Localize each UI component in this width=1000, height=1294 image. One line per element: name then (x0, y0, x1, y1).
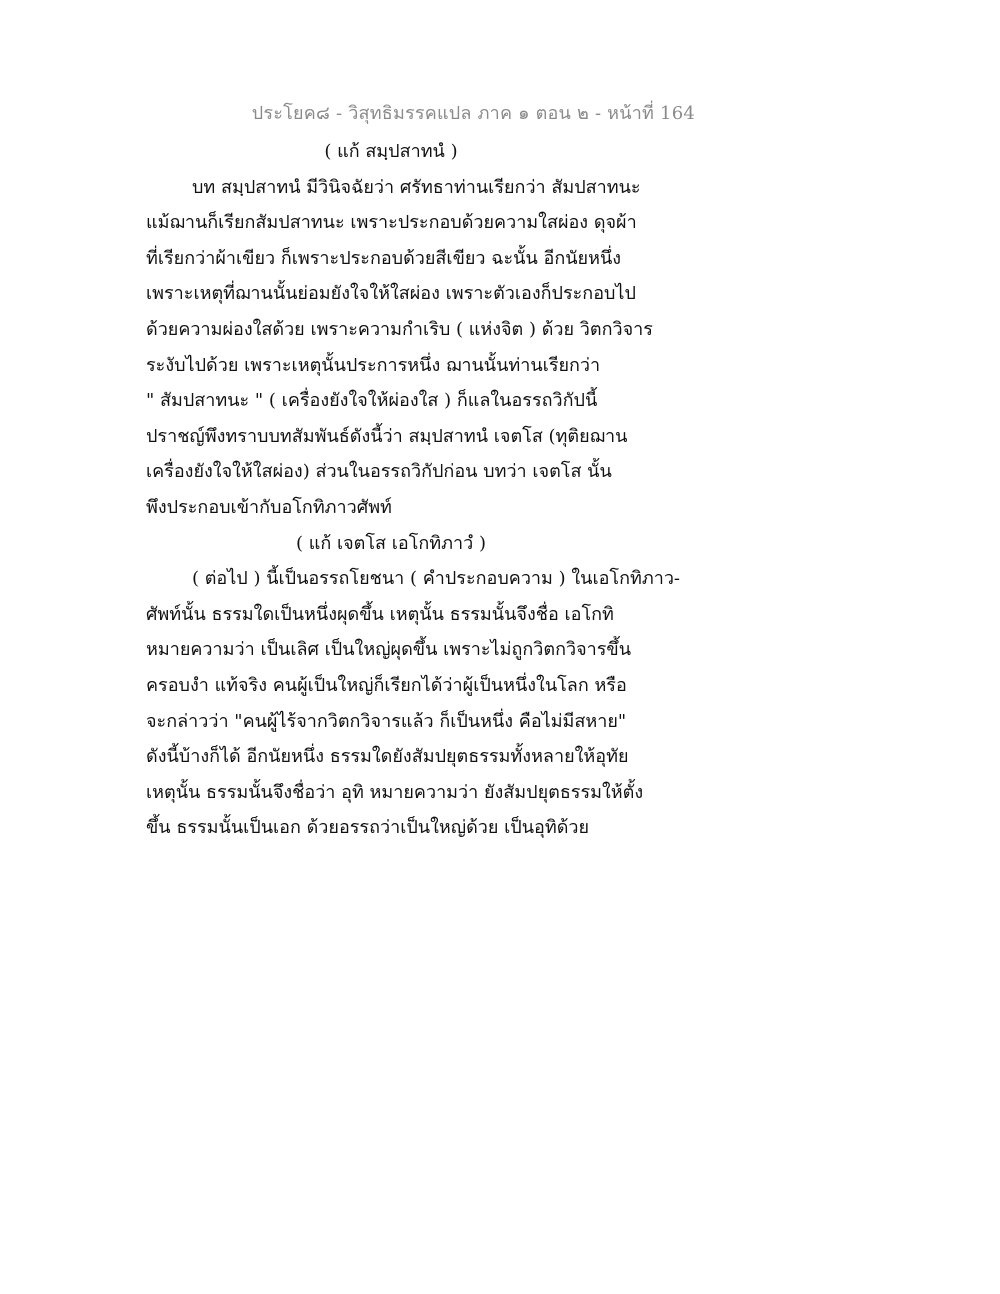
text-line: ระงับไปด้วย เพราะเหตุนั้นประการหนึ่ง ฌานนั้นท่านเรียกว่า (146, 354, 601, 376)
text-line: เครื่องยังใจให้ใสผ่อง) ส่วนในอรรถวิกัปก่อน บทว่า เจตโส นั้น (146, 461, 612, 483)
text-line: ครอบงำ แท้จริง คนผู้เป็นใหญ่ก็เรียกได้ว่าผู้เป็นหนึ่งในโลก หรือ (146, 674, 627, 696)
text-line: บท สมฺปสาทนํ มีวินิจฉัยว่า ศรัทธาท่านเรียกว่า สัมปสาทนะ (192, 176, 641, 198)
text-line: ศัพท์นั้น ธรรมใดเป็นหนึ่งผุดขึ้น เหตุนั้น ธรรมนั้นจึงชื่อ เอโกทิ (146, 603, 614, 625)
text-line: ด้วยความผ่องใสด้วย เพราะความกำเริบ ( แห่งจิต ) ด้วย วิตกวิจาร (146, 318, 653, 340)
text-line: ปราชญ์พึงทราบบทสัมพันธ์ดังนี้ว่า สมฺปสาทนํ เจตโส (ทุติยฌาน (146, 425, 628, 447)
text-line: ดังนี้บ้างก็ได้ อีกนัยหนึ่ง ธรรมใดยังสัมปยุตธรรมทั้งหลายให้อุทัย (146, 746, 629, 768)
text-line: หมายความว่า เป็นเลิศ เป็นใหญ่ผุดขึ้น เพราะไม่ถูกวิตกวิจารขึ้น (146, 639, 632, 661)
text-line: ที่เรียกว่าผ้าเขียว ก็เพราะประกอบด้วยสีเขียว ฉะนั้น อีกนัยหนึ่ง (146, 247, 622, 269)
text-line: ( ต่อไป ) นี้เป็นอรรถโยชนา ( คำประกอบความ ) ในเอโกทิภาว- (192, 568, 681, 590)
text-line: เหตุนั้น ธรรมนั้นจึงชื่อว่า อุทิ หมายความว่า ยังสัมปยุตธรรมให้ตั้ง (146, 781, 644, 803)
text-line: ขึ้น ธรรมนั้นเป็นเอก ด้วยอรรถว่าเป็นใหญ่ด้วย เป็นอุทิด้วย (146, 817, 590, 839)
section-heading: ( แก้ เจตโส เอโกทิภาวํ ) (296, 532, 486, 554)
text-line: " สัมปสาทนะ " ( เครื่องยังใจให้ผ่องใส ) ก็แลในอรรถวิกัปนี้ (146, 390, 598, 412)
text-line: แม้ฌานก็เรียกสัมปสาทนะ เพราะประกอบด้วยความใสผ่อง ดุจผ้า (146, 212, 637, 234)
text-line: พึงประกอบเข้ากับอโกทิภาวศัพท์ (146, 496, 392, 518)
text-line: เพราะเหตุที่ฌานนั้นย่อมยังใจให้ใสผ่อง เพราะตัวเองก็ประกอบไป (146, 283, 636, 305)
text-line: จะกล่าวว่า "คนผู้ไร้จากวิตกวิจารแล้ว ก็เป็นหนึ่ง คือไม่มีสหาย" (146, 710, 627, 732)
section-heading: ( แก้ สมฺปสาทนํ ) (324, 141, 458, 162)
page-header: ประโยค๘ - วิสุทธิมรรคแปล ภาค ๑ ตอน ๒ - หน้าที่ 164 (251, 103, 695, 124)
body-text (146, 134, 706, 846)
